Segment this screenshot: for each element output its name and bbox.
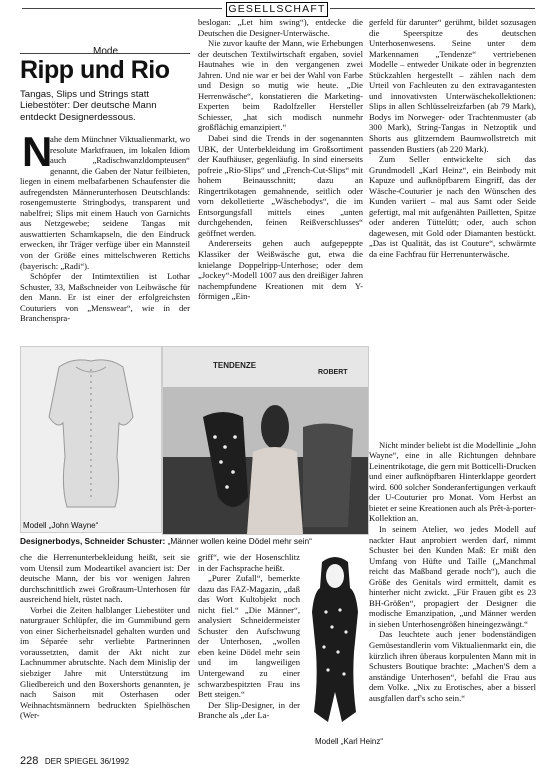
paragraph: che die Herrenunterbekleidung heißt, seit sie vom Utensil zum Modeartikel avanciert ist: Der deutsche Mann, der bis vor wenigen Jahren durchschnittlich zwei Großraum-Unterhosen für ausreichend hielt, rüstet nach. (20, 552, 190, 605)
paragraph: ahe dem Münchner Viktualienmarkt, wo resolute Marktfrauen, im lokalen Idiom auch „Radischwanzldompteusen“ genannt, die Gaben der Natur feilbieten, liegen in einem melbafarbenen Schaufenster die aufregendsten Männerunterhosen Deutschlands: rosengemusterte Stringbodys, transparent und nabelfrei; Slips mit einem Hauch von Garnichts aus Netzgewebe; seidene Tangas mit auswattierten Schamkapseln, die den Eindruck erwecken, ihr Träger verfüge über ein Mannsteil von der Größe eines mittelschweren Rettichs (bayerisch: „Radi“). (20, 134, 190, 271)
paragraph: gerfeld für darunter“ gerühmt, bildet sozusagen die Speerspitze des deutschen Unterhosenwesens. Seine unter dem Markennamen „Tendenze“ vertriebenen Modelle – entweder Unikate oder in begrenzten Stückzahlen hergestellt – zählen nach dem Urteil von Fachleuten zu den extravagantesten und innovativsten Unterwäschekollektionen: Slips in allen Schlüsselreizfarben (ab 79 Mark), Bodys im Norweger- oder Trachtenmuster (ab 300 Mark), String-Tangas in Netzoptik und Shorts aus glitzerndem Baumwollstretch mit passenden Bustiers (ab 220 Mark). (369, 17, 536, 154)
header-rule-left (22, 8, 222, 9)
photo-karl-heinz (304, 552, 366, 752)
boutique-illustration (163, 347, 368, 534)
store-sign: TENDENZE (213, 361, 257, 370)
paragraph: Der Slip-Designer, in der Branche als „der La- (198, 699, 300, 721)
issue-label: DER SPIEGEL 36/1992 (44, 757, 130, 766)
paragraph: Nie zuvor kaufte der Mann, wie Erhebungen der deutschen Textilwirtschaft ergaben, soviel Hautnahes wie in den vergangenen zwei Jahren. Und nie war er bei der Wahl von Farbe und Design so mutig wie heute. „Die Herrenwäsche“, konstatieren die Marketing-Experten beim Radolfzeller Hersteller Schiesser, „hat sich modisch nunmehr großflächig emanzipiert.“ (198, 38, 363, 133)
section-rubric: GESELLSCHAFT (226, 2, 328, 17)
caption-quote: „Männer wollen keine Dödel mehr sein“ (167, 536, 312, 546)
kicker-rule (20, 53, 190, 54)
main-photo-caption (20, 536, 365, 546)
article-kicker: Mode (93, 46, 119, 57)
paragraph: Zum Seller entwickelte sich das Grundmodell „Karl Heinz“, ein Beinbody mit Kapuze und aufknöpfbarem Eingriff, das der Wäsche-Couturier je nach den Wünschen des Kunden variiert – mal aus Samt oder Seide gefertigt, mal mit aufgenähten Pailletten, Spitze oder anderen Tüttelütt; oder, auch schon dagewesen, mit Gold oder Diamanten bestückt. „Das ist Qualität, das ist Couture“, schwärmte da eine Fachfrau für Herrenunterwäsche. (369, 154, 536, 260)
caption-bold: Designerbodys, Schneider Schuster: (20, 536, 166, 546)
footer (20, 755, 129, 767)
paragraph: In seinem Atelier, wo jedes Modell auf nackter Haut anprobiert werden darf, nimmt Schuster bei den Kunden Maß: Er mißt den Umfang von Hüfte und Taille („Manchmal reicht das Maßband gerade noch“), auch die Größe des Genitals wird ermittelt, damit es hinterher nicht zwickt. „Für Frauen gibt es 23 BH-Größen“, propagiert der Designer die modische Emanzipation, „und Männer werden in sieben Unterhosengrößen hineingezwängt.“ (369, 523, 536, 629)
paragraph: „Purer Zufall“, bemerkte dazu das FAZ-Magazin, „daß das Wort Kultobjekt noch nicht fiel.“ „Die Männer“, analysiert Schneidermeister Schuster den Aufschwung der Unterhosen, „wollen eben keine Dödel mehr sein und im langweiligen Untergewand zu einer schwarzbespitzten Frau ins Bett steigen.“ (198, 573, 300, 700)
column-1-upper (20, 128, 190, 344)
paragraph: Nicht minder beliebt ist die Modellinie „John Wayne“, eine in alle Richtungen dehnbare Leinentrikotage, die gern mit Botticelli-Drucken und einer aufknöpfbaren Hinterklappe geordert wird. 600 solcher Sonderanfertigungen verkauft der U-Couturier pro Monat. Vom Herbst an bietet er seine Kreationen auch als Prêt-à-porter-Kollektion an. (369, 439, 536, 524)
page-number: 228 (20, 755, 39, 767)
bodysuit-illustration (21, 347, 161, 532)
paragraph: Vorbei die Zeiten halblanger Liebestöter und naturgrauer Schlüpfer, die im Gummibund gern von einer Sicherheitsnadel gehalten wurden und im Séparée sehr verliebte Partnerinnen voraussetzten, damit der Akt nicht zur Lachnummer abrutschte. Nach dem Minislip der siebziger Jahre mit Unterstützung im Gliedbereich und den Boxershorts genannten, je nach Saison mit Osterhasen oder Weihnachtsmännern bedruckten Spielhöschen (Wer- (20, 604, 190, 721)
paragraph: griff“, wie der Hosenschlitz in der Fachsprache heißt. (198, 552, 300, 573)
photo-caption: Modell „John Wayne“ (23, 521, 99, 530)
store-sign: ROBERT (318, 369, 348, 376)
drop-cap: N (22, 128, 53, 175)
photo-boutique (162, 346, 369, 535)
paragraph: Andererseits gehen auch aufgepeppte Klassiker der Weißwäsche gut, etwa die knielange Doppelripp-Unterhose; oder dem „Jockey“-Modell 1007 aus den dreißiger Jahren nachempfundene Kreationen mit dem Y-förmigen „Ein- (198, 238, 363, 302)
header-rule-right (330, 8, 535, 9)
photo-john-wayne (20, 346, 162, 533)
paragraph: Schöpfer der Intimtextilien ist Lothar Schuster, 33, Maßschneider von Leibwäsche für den Mann. Er ist einer der erfolgreichsten Couturiers von „Menswear“, wie in der Branchenspra- (20, 271, 190, 324)
column-2-upper (198, 17, 363, 342)
paragraph: beslogan: „Let him swing“), entdecke die Deutschen die Designer-Unterwäsche. (198, 17, 363, 38)
column-1-lower (20, 552, 190, 754)
paragraph: Dabei sind die Trends in der sogenannten UBK, der Unterbekleidung im Großsortiment der Kaufhäuser, gegenläufig. In sind einerseits pofreie „Rio-Slips“ und „French-Cut-Slips“ mit hohem Beinausschnitt; dazu an Ringertrikotagen gemahnende, seitlich oder vorn dekolletierte „Wäschebodys“, die im Entsorgungsfall mittels eines „unten durchgehenden, feinen Reißverschlusses“ geöffnet werden. (198, 133, 363, 238)
photo-caption: Modell „Karl Heinz“ (315, 737, 384, 746)
paragraph: Das leuchtete auch jener bodenständigen Gemüsestandlerin vom Viktualienmarkt ein, die kürzlich ihren überaus korpulenten Mann mit in Schusters Boutique brachte: „Machen'S dem a anständige Unterhosen“, befahl die Frau aus dem Volke. „Nix zu Erotisches, aber a bisserl ausgfallen darf's scho sein.“ (369, 629, 536, 703)
article-headline: Ripp und Rio (20, 56, 170, 84)
column-3 (369, 17, 536, 752)
hooded-body-illustration (304, 552, 366, 737)
column-2-lower (198, 552, 300, 754)
article-teaser: Tangas, Slips und Strings statt Liebestöter: Der deutsche Mann entdeckt Designerdessous. (20, 89, 157, 123)
